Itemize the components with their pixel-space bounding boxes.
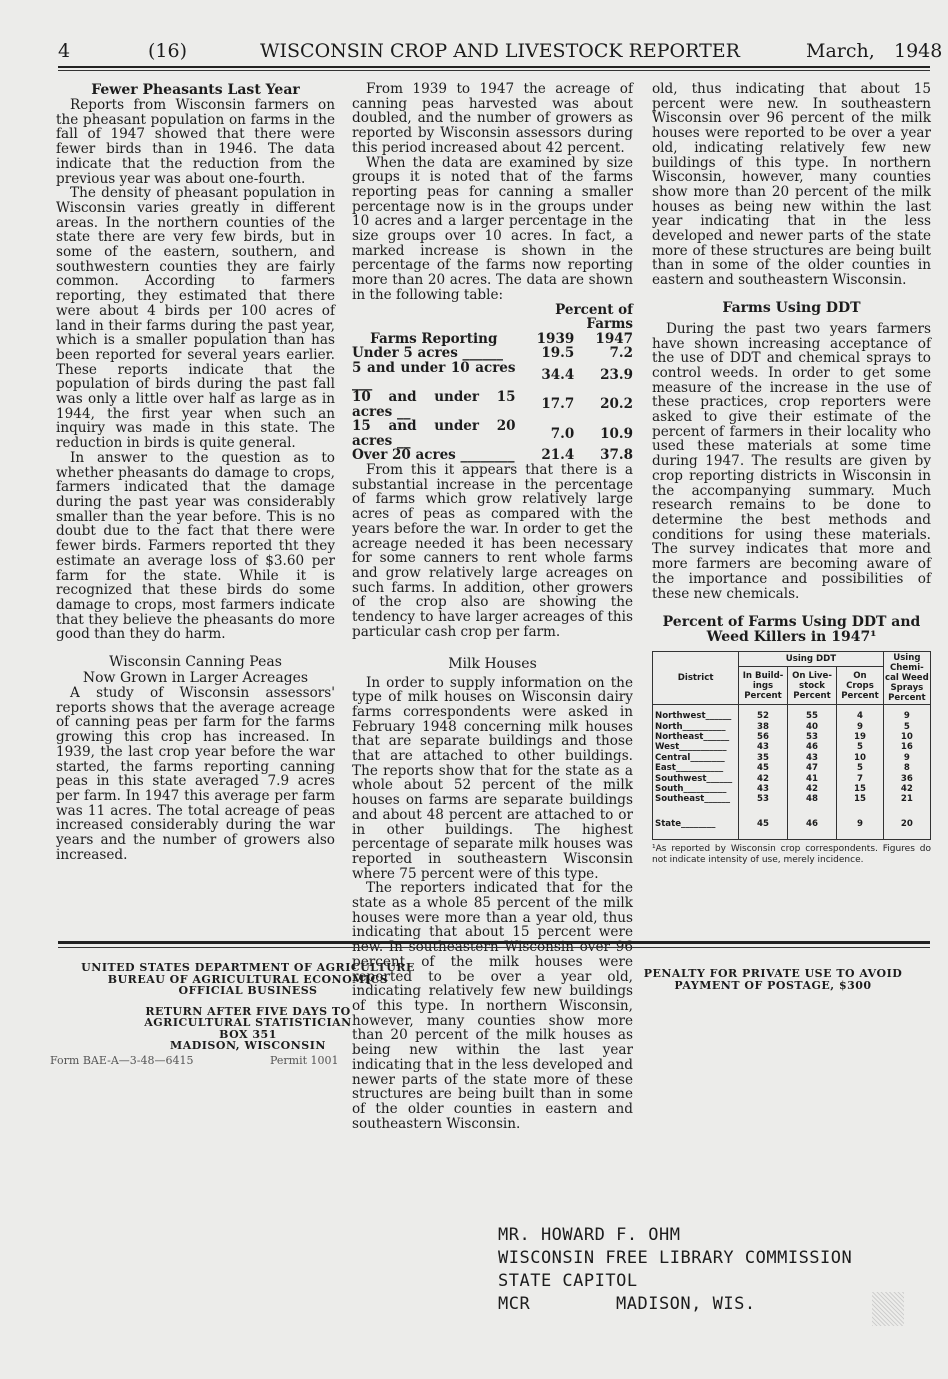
district-name: Northeast______ [653, 732, 739, 742]
column-3 [652, 82, 931, 865]
value-1947: 37.8 [600, 447, 633, 464]
peas-table-col-1947: 1947 [595, 330, 633, 347]
ddt-heading: Farms Using DDT [722, 299, 861, 316]
milk-paragraph-2-continued: old, thus indicating that about 15 percent were new. In southeastern Wisconsin over 96 percent of the milk houses were reported to be over a year old, indicating relatively few new buildings of this type. In northern Wisconsin, however, many counties show more than 20 percent of the milk houses as being new within the last year indicating that in the less developed and newer parts of the state more of these structures are being built than in some of the older counties in eastern and southeastern Wisconsin. [652, 81, 931, 289]
cell: 9 [883, 705, 930, 722]
cell: 5 [837, 763, 884, 773]
mailing-dept-1: UNITED STATES DEPARTMENT OF AGRICULTURE [81, 961, 415, 974]
footer-rule [58, 941, 930, 944]
table-row [352, 448, 633, 463]
penalty-line-1: PENALTY FOR PRIVATE USE TO AVOID [643, 967, 903, 980]
table-row [653, 742, 931, 752]
table-row [352, 361, 633, 390]
cell: 43 [787, 753, 836, 763]
page-number: 4 [58, 40, 71, 62]
cell: 47 [787, 763, 836, 773]
value-1947: 20.2 [600, 396, 633, 413]
value-1939: 21.4 [541, 447, 575, 464]
cell: 46 [787, 742, 836, 752]
cell: 20 [883, 813, 930, 840]
ddt-col-crops: On Crops Percent [837, 667, 884, 705]
district-name: South__________ [653, 784, 739, 794]
address-label [498, 1224, 918, 1316]
ddt-col-using-ddt: Using DDT [739, 652, 884, 667]
ddt-table [652, 651, 931, 840]
value-1939: 17.7 [541, 396, 575, 413]
cell: 42 [883, 784, 930, 794]
ddt-col-buildings: In Build-ings Percent [739, 667, 788, 705]
cell: 52 [739, 705, 788, 722]
cell: 42 [739, 774, 788, 784]
cell: 38 [739, 722, 788, 732]
milk-heading: Milk Houses [448, 655, 537, 672]
issue-page: (16) [148, 40, 188, 62]
cell: 9 [883, 753, 930, 763]
value-1939: 34.4 [541, 367, 575, 384]
return-line-2: AGRICULTURAL STATISTICIAN [144, 1016, 352, 1029]
issue-month: March, [806, 40, 875, 62]
peas-heading-2: Now Grown in Larger Acreages [82, 670, 309, 687]
pheasants-paragraph-1: Reports from Wisconsin farmers on the pheasant population on farms in the fall of 1947 showed that there were fewer birds than in 1946. The data indicate that the reduction from the previous year was about one-fourth. [56, 97, 335, 187]
table-row [653, 722, 931, 732]
cell: 55 [787, 705, 836, 722]
cell: 9 [837, 813, 884, 840]
district-name: West___________ [653, 742, 739, 752]
pheasants-heading: Fewer Pheasants Last Year [91, 82, 300, 98]
ddt-paragraph-1: During the past two years farmers have shown increasing acceptance of the use of DDT and chemical sprays to control weeds. In order to get some measure of the increase in the use of these practices, crop reporters were asked to give their estimate of the percent of farmers in their locality who used these materials at some time during 1947. The results are given by crop reporting districts in Wisconsin in the accompanying summary. Much research remains to be done to determine the best methods and conditions for using these materials. The survey indicates that more and more farmers are becoming aware of the importance and possibilities of these new chemicals. [652, 320, 931, 602]
address-route: MCR [498, 1294, 531, 1314]
peas-paragraph-3: When the data are examined by size groups it is noted that of the farms reporting peas for canning a smaller percentage now is in the groups under 10 acres and a larger percentage in the size groups over 10 acres. In fact, a marked increase is shown in the percentage of the farms now reporting more than 20 acres. The data are shown in the following table: [352, 154, 633, 303]
cell: 35 [739, 753, 788, 763]
cell: 8 [883, 763, 930, 773]
header-rule [58, 66, 930, 68]
cell: 56 [739, 732, 788, 742]
return-line-4: MADISON, WISCONSIN [170, 1039, 326, 1052]
table-row [653, 732, 931, 742]
page-header [58, 38, 943, 66]
table-row [352, 346, 633, 361]
penalty-line-2: PAYMENT OF POSTAGE, $300 [674, 978, 872, 992]
address-line-1: MR. HOWARD F. OHM [498, 1225, 681, 1245]
header-rule-thin [58, 70, 930, 71]
district-name: Northwest______ [653, 705, 739, 722]
value-1947: 7.2 [609, 345, 633, 362]
cell: 45 [739, 763, 788, 773]
cell: 7 [837, 774, 884, 784]
cell: 5 [837, 742, 884, 752]
mailing-dept-2: BUREAU OF AGRICULTURAL ECONOMICS [107, 972, 389, 986]
table-row [653, 794, 931, 812]
milk-paragraph-1: In order to supply information on the type of milk houses on Wisconsin dairy farms correspondents were asked in February 1948 concerning milk houses that are separate buildings and those that are attached to other buildings. The reports show that for the state as a whole about 52 percent of the milk houses on farms are separate buildings and about 48 percent are attached to or in other buildings. The highest percentage of separate milk houses was reported in southeastern Wisconsin where 75 percent were of this type. [352, 674, 633, 882]
pheasants-paragraph-3: In answer to the question as to whether pheasants do damage to crops, farmers indicated that the damage during the past year was considerably smaller than the year before. This is no doubt due to the fact that there were fewer birds. Farmers reported tht they estimate an average loss of $3.60 per farm for the state. While it is recognized that these birds do some damage to crops, most farmers indicate that they believe the pheasants do more good than they do harm. [56, 449, 335, 643]
address-line-3: STATE CAPITOL [498, 1271, 638, 1291]
penalty-block [616, 968, 930, 991]
issue-year: 1948 [894, 40, 943, 62]
district-name: Central________ [653, 753, 739, 763]
district-name: Southwest______ [653, 774, 739, 784]
table-row-state [653, 813, 931, 840]
row-label: 15 and under 20 acres __ [352, 418, 516, 449]
footer-rule-thin [58, 947, 930, 948]
value-1947: 23.9 [600, 367, 633, 384]
cell: 4 [837, 705, 884, 722]
table-row [352, 419, 633, 448]
mailing-dept-3: OFFICIAL BUSINESS [178, 984, 318, 997]
address-line-2: WISCONSIN FREE LIBRARY COMMISSION [498, 1248, 853, 1268]
table-row [653, 774, 931, 784]
milk-paragraph-2: The reporters indicated that for the state as a whole 85 percent of the milk houses were more than a year old, thus indicating that about 15 percent were new. In southeastern Wisconsin over 96 percent of the milk houses were reported to be over a year old, indicating relatively few new buildings of this type. In northern Wisconsin, however, many counties show more than 20 percent of the milk houses as being new within the last year indicating that in the less developed and newer parts of the state more of these structures are being built than in some of the older counties in eastern and southeastern Wisconsin. [352, 880, 633, 1132]
value-1939: 7.0 [550, 425, 575, 442]
cell: 53 [787, 732, 836, 742]
cell: 16 [883, 742, 930, 752]
cell: 41 [787, 774, 836, 784]
ddt-col-district: District [653, 652, 739, 705]
cell: 9 [837, 722, 884, 732]
cell: 40 [787, 722, 836, 732]
publication-title: WISCONSIN CROP AND LIVESTOCK REPORTER [260, 40, 740, 62]
peas-table-col-label: Farms Reporting [370, 330, 498, 347]
table-row [653, 753, 931, 763]
cell: 43 [739, 784, 788, 794]
return-line-3: BOX 351 [219, 1027, 277, 1041]
row-label: Over 20 acres ________ [352, 447, 515, 464]
cell: 36 [883, 774, 930, 784]
table-row [653, 784, 931, 794]
return-line-1: RETURN AFTER FIVE DAYS TO [145, 1004, 351, 1018]
cell: 53 [739, 794, 788, 812]
row-label: 10 and under 15 acres __ [352, 389, 516, 420]
ddt-col-weed: Using Chemi-cal Weed Sprays Percent [884, 653, 929, 704]
cell: 42 [787, 784, 836, 794]
ddt-table-title: Percent of Farms Using DDT and Weed Killers in 1947¹ [662, 614, 921, 646]
cell: 21 [883, 794, 930, 812]
table-row [352, 390, 633, 419]
value-1947: 10.9 [600, 425, 633, 442]
cell: 43 [739, 742, 788, 752]
cell: 10 [837, 753, 884, 763]
cell: 46 [787, 813, 836, 840]
cell: 48 [787, 794, 836, 812]
table-row [653, 705, 931, 722]
district-name: North__________ [653, 722, 739, 732]
peas-table-col-1939: 1939 [536, 330, 575, 347]
peas-acreage-table [352, 303, 633, 464]
district-name: East___________ [653, 763, 739, 773]
value-1939: 19.5 [541, 345, 575, 362]
cell: 15 [837, 784, 884, 794]
form-number: Form BAE-A—3-48—6415 [50, 1053, 194, 1067]
mailing-block [48, 962, 448, 1068]
cell: 15 [837, 794, 884, 812]
ddt-col-livestock: On Live-stock Percent [787, 667, 836, 705]
column-1 [56, 82, 335, 862]
pheasants-paragraph-2: The density of pheasant population in Wisconsin varies greatly in different areas. In the northern counties of the state there are very few birds, but in some of the eastern, southern, and southwestern counties they are fairly common. According to farmers reporting, they estimated that there were about 4 birds per 100 acres of land in their farms during the past year, which is a smaller population than has been reported for several years earlier. These reports indicate that the population of birds during the past fall was only a little over half as large as in 1944, the first year when such an inquiry was made in this state. The reduction in birds is quite general. [56, 185, 335, 452]
peas-paragraph-1: A study of Wisconsin assessors' reports shows that the average acreage of canning peas per farm for the farms growing this crop has increased. In 1939, the last crop year before the war started, the farms reporting canning peas in this state averaged 7.9 acres per farm. In 1947 this average per farm was 11 acres. The total acreage of peas increased considerably during the war years and the number of growers also increased. [56, 685, 335, 863]
peas-paragraph-4: From this it appears that there is a substantial increase in the percentage of farms which grow relatively large acres of peas as compared with the years before the war. In order to get the acreage needed it has been necessary for some canners to rent whole farms and grow relatively large acreages on such farms. In addition, other growers of the crop also are showing the tendency to have larger acreages of this particular cash crop per farm. [352, 462, 633, 640]
row-label: Under 5 acres ______ [352, 345, 503, 362]
ddt-table-footnote: ¹As reported by Wisconsin crop correspondents. Figures do not indicate intensity of use, merely incidence. [652, 844, 931, 865]
cell: 10 [883, 732, 930, 742]
cell: 45 [739, 813, 788, 840]
stamp-stipple [872, 1292, 904, 1326]
cell: 19 [837, 732, 884, 742]
district-name: State________ [653, 813, 739, 840]
peas-table-caption: Percent of Farms [555, 301, 633, 333]
peas-paragraph-2: From 1939 to 1947 the acreage of canning peas harvested was about doubled, and the number of growers as reported by Wisconsin assessors during this period increased about 42 percent. [352, 81, 633, 156]
table-row [653, 763, 931, 773]
cell: 5 [883, 722, 930, 732]
permit-number: Permit 1001 [270, 1053, 339, 1067]
district-name: Southeast______ [653, 794, 739, 812]
peas-heading-1: Wisconsin Canning Peas [109, 654, 282, 671]
row-label: 5 and under 10 acres ___ [352, 359, 516, 391]
address-city: MADISON, WIS. [616, 1294, 756, 1314]
